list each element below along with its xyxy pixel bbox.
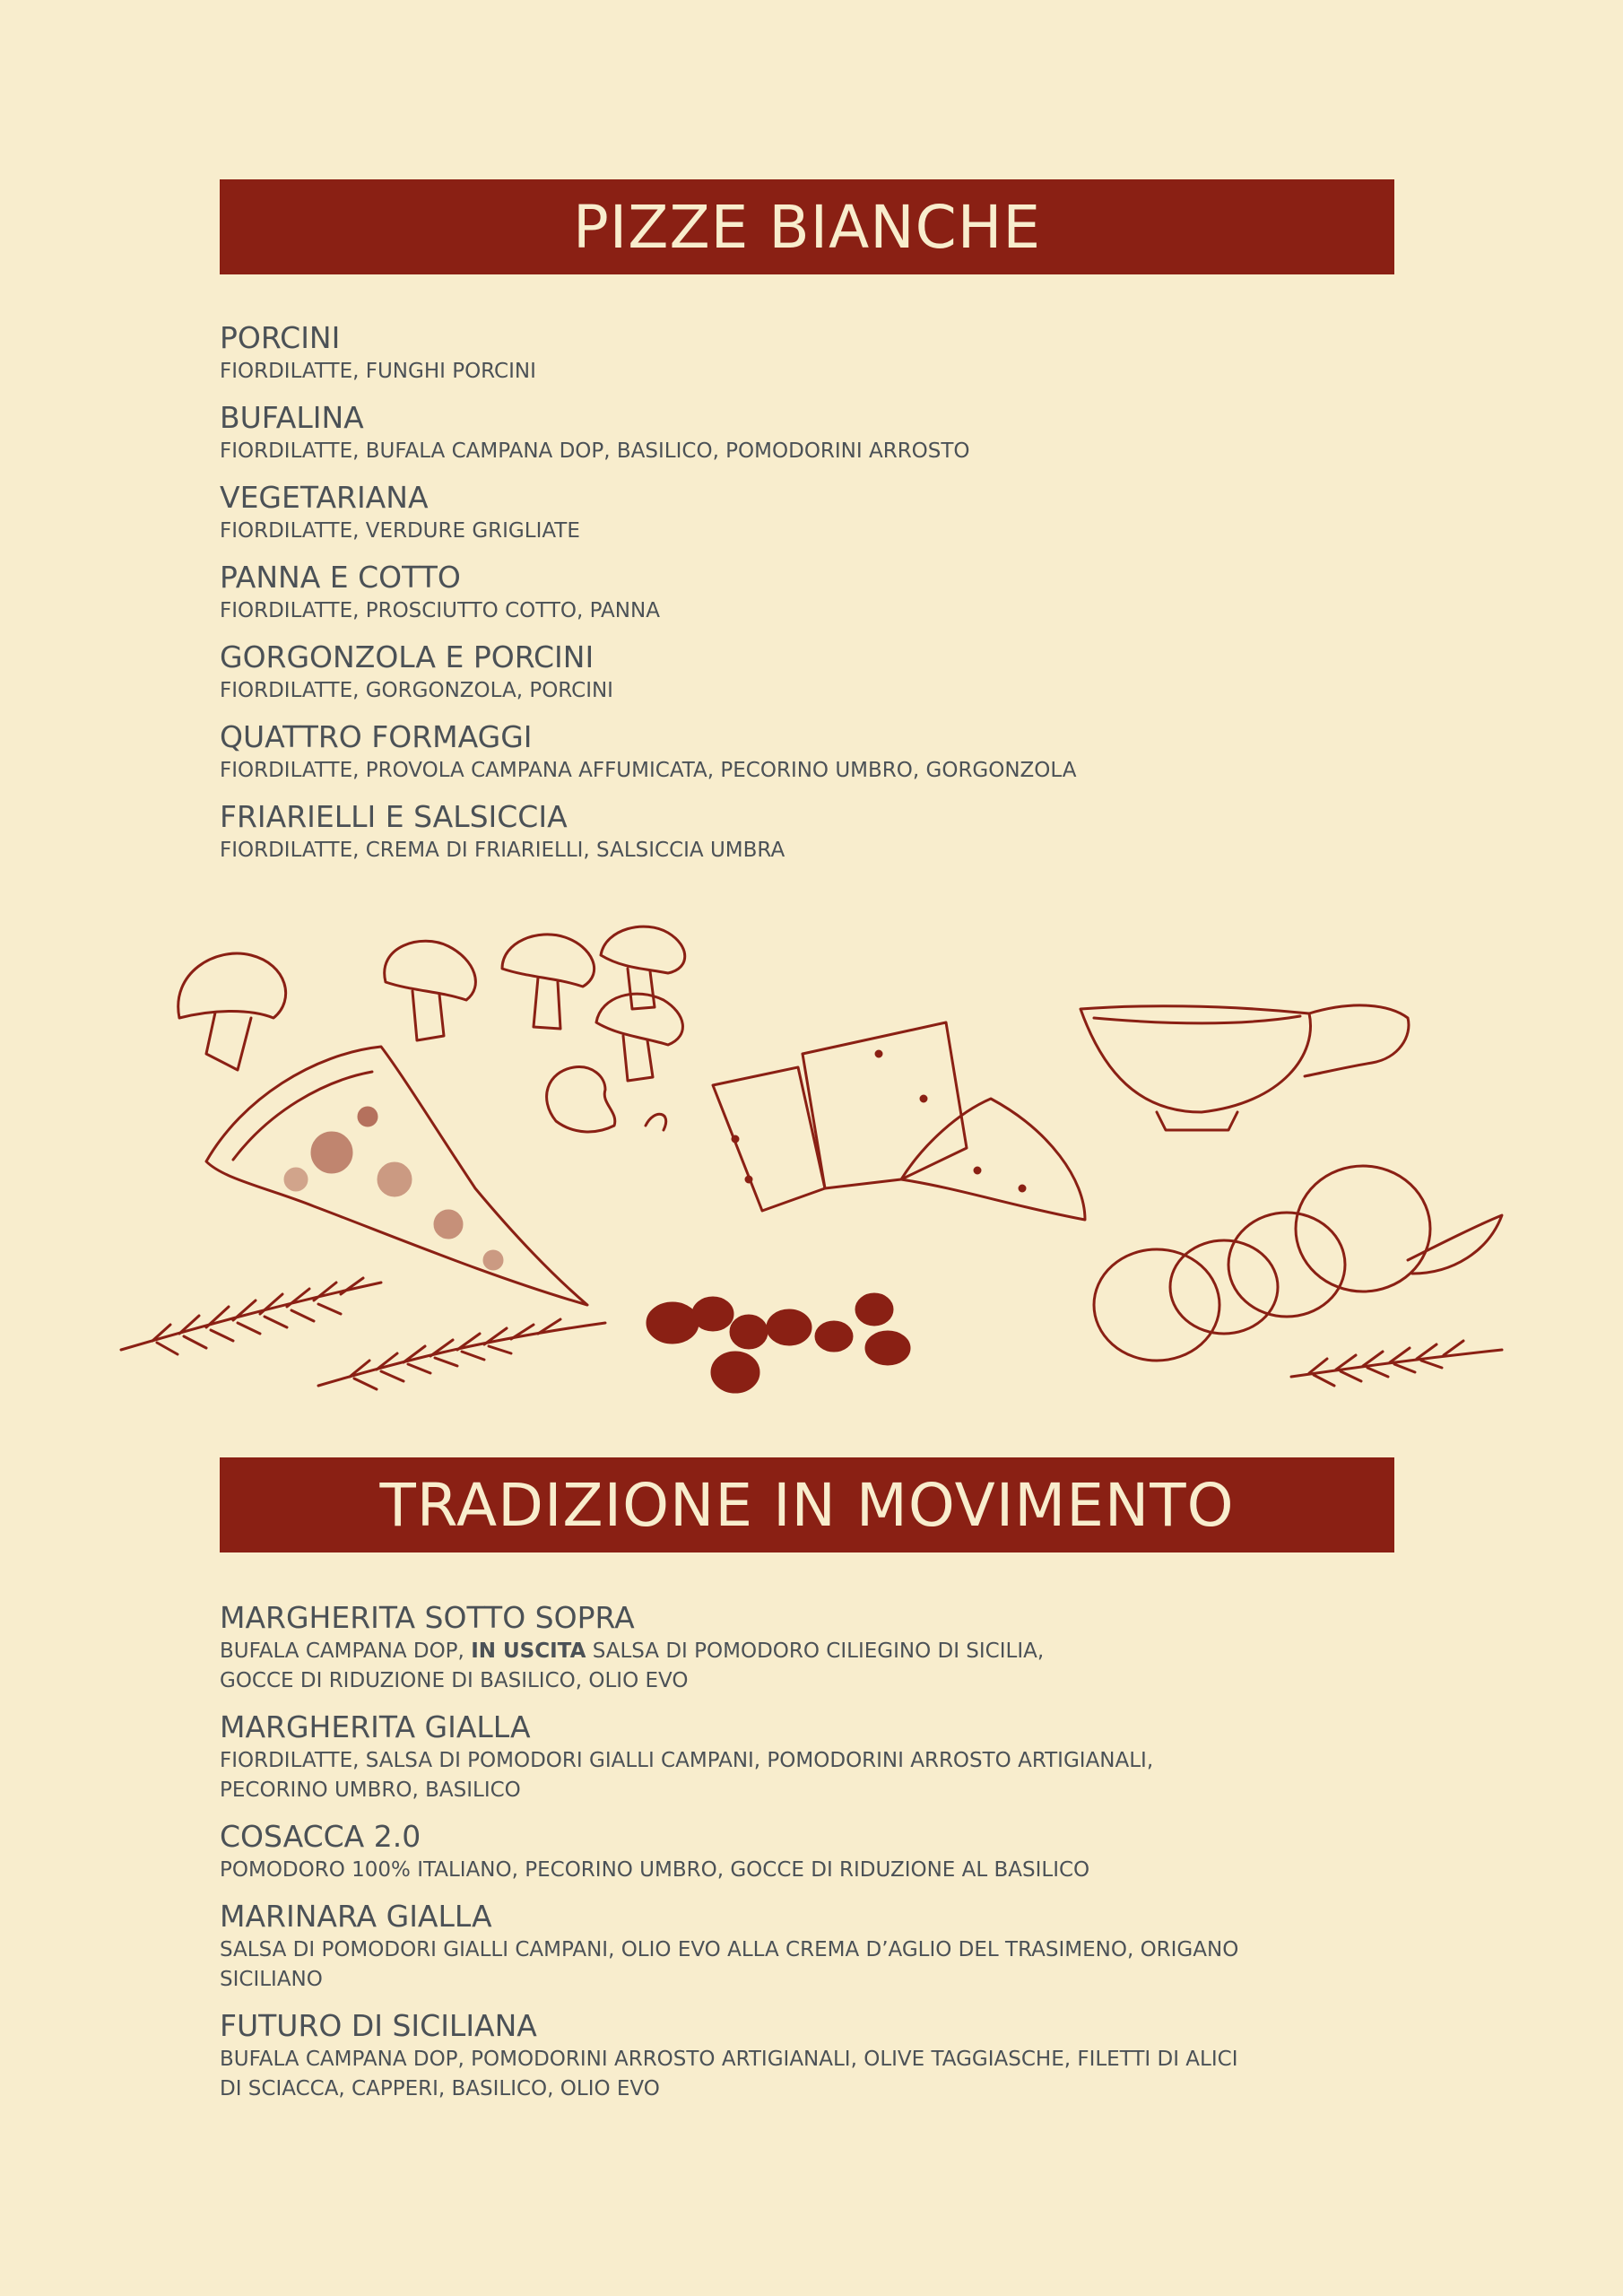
rosemary-icon xyxy=(121,1278,1502,1389)
olives-icon xyxy=(647,1294,909,1392)
mushroom-icon xyxy=(596,994,682,1081)
menu-item-ingredients: FIORDILATTE, FUNGHI PORCINI xyxy=(220,360,536,383)
mozzarella-icon xyxy=(1094,1166,1502,1361)
menu-item-ingredients-line2: GOCCE DI RIDUZIONE DI BASILICO, OLIO EVO xyxy=(220,1669,689,1692)
food-illustration xyxy=(117,919,1506,1422)
menu-list-pizze-bianche xyxy=(220,319,1332,878)
menu-item-name: VEGETARIANA xyxy=(220,480,429,515)
menu-item-ingredients: FIORDILATTE, VERDURE GRIGLIATE xyxy=(220,519,580,543)
mushroom-icon xyxy=(178,953,286,1070)
section-title: TRADIZIONE IN MOVIMENTO xyxy=(379,1470,1235,1540)
mushroom-icon xyxy=(601,926,685,1009)
menu-item-ingredients: FIORDILATTE, BUFALA CAMPANA DOP, BASILICO, POMODORINI ARROSTO xyxy=(220,439,970,463)
ingredients-highlight: IN USCITA xyxy=(471,1639,586,1663)
menu-item xyxy=(220,1818,1332,1885)
ingredients-text: SALSA DI POMODORO CILIEGINO DI SICILIA, xyxy=(586,1639,1045,1663)
menu-item xyxy=(220,798,1332,865)
menu-item-ingredients: FIORDILATTE, CREMA DI FRIARIELLI, SALSICCIA UMBRA xyxy=(220,839,785,862)
menu-item-name: FRIARIELLI E SALSICCIA xyxy=(220,799,568,834)
menu-item-name: MARINARA GIALLA xyxy=(220,1899,492,1934)
menu-item-ingredients: FIORDILATTE, GORGONZOLA, PORCINI xyxy=(220,679,613,702)
menu-item-ingredients-line2: PECORINO UMBRO, BASILICO xyxy=(220,1779,521,1802)
menu-item-name: COSACCA 2.0 xyxy=(220,1819,421,1854)
menu-item-ingredients: BUFALA CAMPANA DOP, POMODORINI ARROSTO ARTIGIANALI, OLIVE TAGGIASCHE, FILETTI DI ALICI xyxy=(220,2048,1238,2071)
menu-item-ingredients: FIORDILATTE, SALSA DI POMODORI GIALLI CAMPANI, POMODORINI ARROSTO ARTIGIANALI, xyxy=(220,1749,1154,1772)
mushroom-icon xyxy=(385,941,476,1040)
gravy-boat-icon xyxy=(1081,1005,1409,1130)
menu-item-name: MARGHERITA GIALLA xyxy=(220,1709,531,1744)
section-banner-pizze-bianche xyxy=(220,179,1394,274)
menu-item-ingredients: FIORDILATTE, PROVOLA CAMPANA AFFUMICATA, PECORINO UMBRO, GORGONZOLA xyxy=(220,759,1077,782)
menu-item-ingredients: SALSA DI POMODORI GIALLI CAMPANI, OLIO EVO ALLA CREMA D’AGLIO DEL TRASIMENO, ORIGANO xyxy=(220,1938,1239,1961)
menu-item-ingredients xyxy=(220,1637,1332,1666)
section-title: PIZZE BIANCHE xyxy=(572,192,1042,262)
pizza-slice-icon xyxy=(206,1047,587,1305)
menu-item-name: GORGONZOLA E PORCINI xyxy=(220,639,595,674)
menu-item xyxy=(220,399,1332,466)
menu-item-name: BUFALINA xyxy=(220,400,364,435)
menu-item-name: QUATTRO FORMAGGI xyxy=(220,719,533,754)
menu-item xyxy=(220,559,1332,626)
menu-item-ingredients-line2: SICILIANO xyxy=(220,1968,323,1991)
menu-item-ingredients-line2: DI SCIACCA, CAPPERI, BASILICO, OLIO EVO xyxy=(220,2077,660,2100)
menu-item xyxy=(220,1599,1332,1696)
menu-item xyxy=(220,479,1332,546)
mushroom-icon xyxy=(502,935,595,1029)
menu-item xyxy=(220,2007,1332,2104)
menu-item xyxy=(220,1709,1332,1805)
menu-item-name: PANNA E COTTO xyxy=(220,560,461,595)
menu-item xyxy=(220,1898,1332,1995)
menu-item-name: FUTURO DI SICILIANA xyxy=(220,2008,537,2043)
menu-item-ingredients: FIORDILATTE, PROSCIUTTO COTTO, PANNA xyxy=(220,599,660,622)
menu-item xyxy=(220,319,1332,387)
cheese-icon xyxy=(713,1022,1085,1220)
section-banner-tradizione xyxy=(220,1457,1394,1552)
menu-list-tradizione xyxy=(220,1599,1332,2117)
ingredients-text: BUFALA CAMPANA DOP, xyxy=(220,1639,472,1663)
menu-item xyxy=(220,718,1332,786)
menu-item xyxy=(220,639,1332,706)
menu-item-name: MARGHERITA SOTTO SOPRA xyxy=(220,1600,635,1635)
menu-item-ingredients: POMODORO 100% ITALIANO, PECORINO UMBRO, GOCCE DI RIDUZIONE AL BASILICO xyxy=(220,1858,1090,1882)
menu-item-name: PORCINI xyxy=(220,320,341,355)
